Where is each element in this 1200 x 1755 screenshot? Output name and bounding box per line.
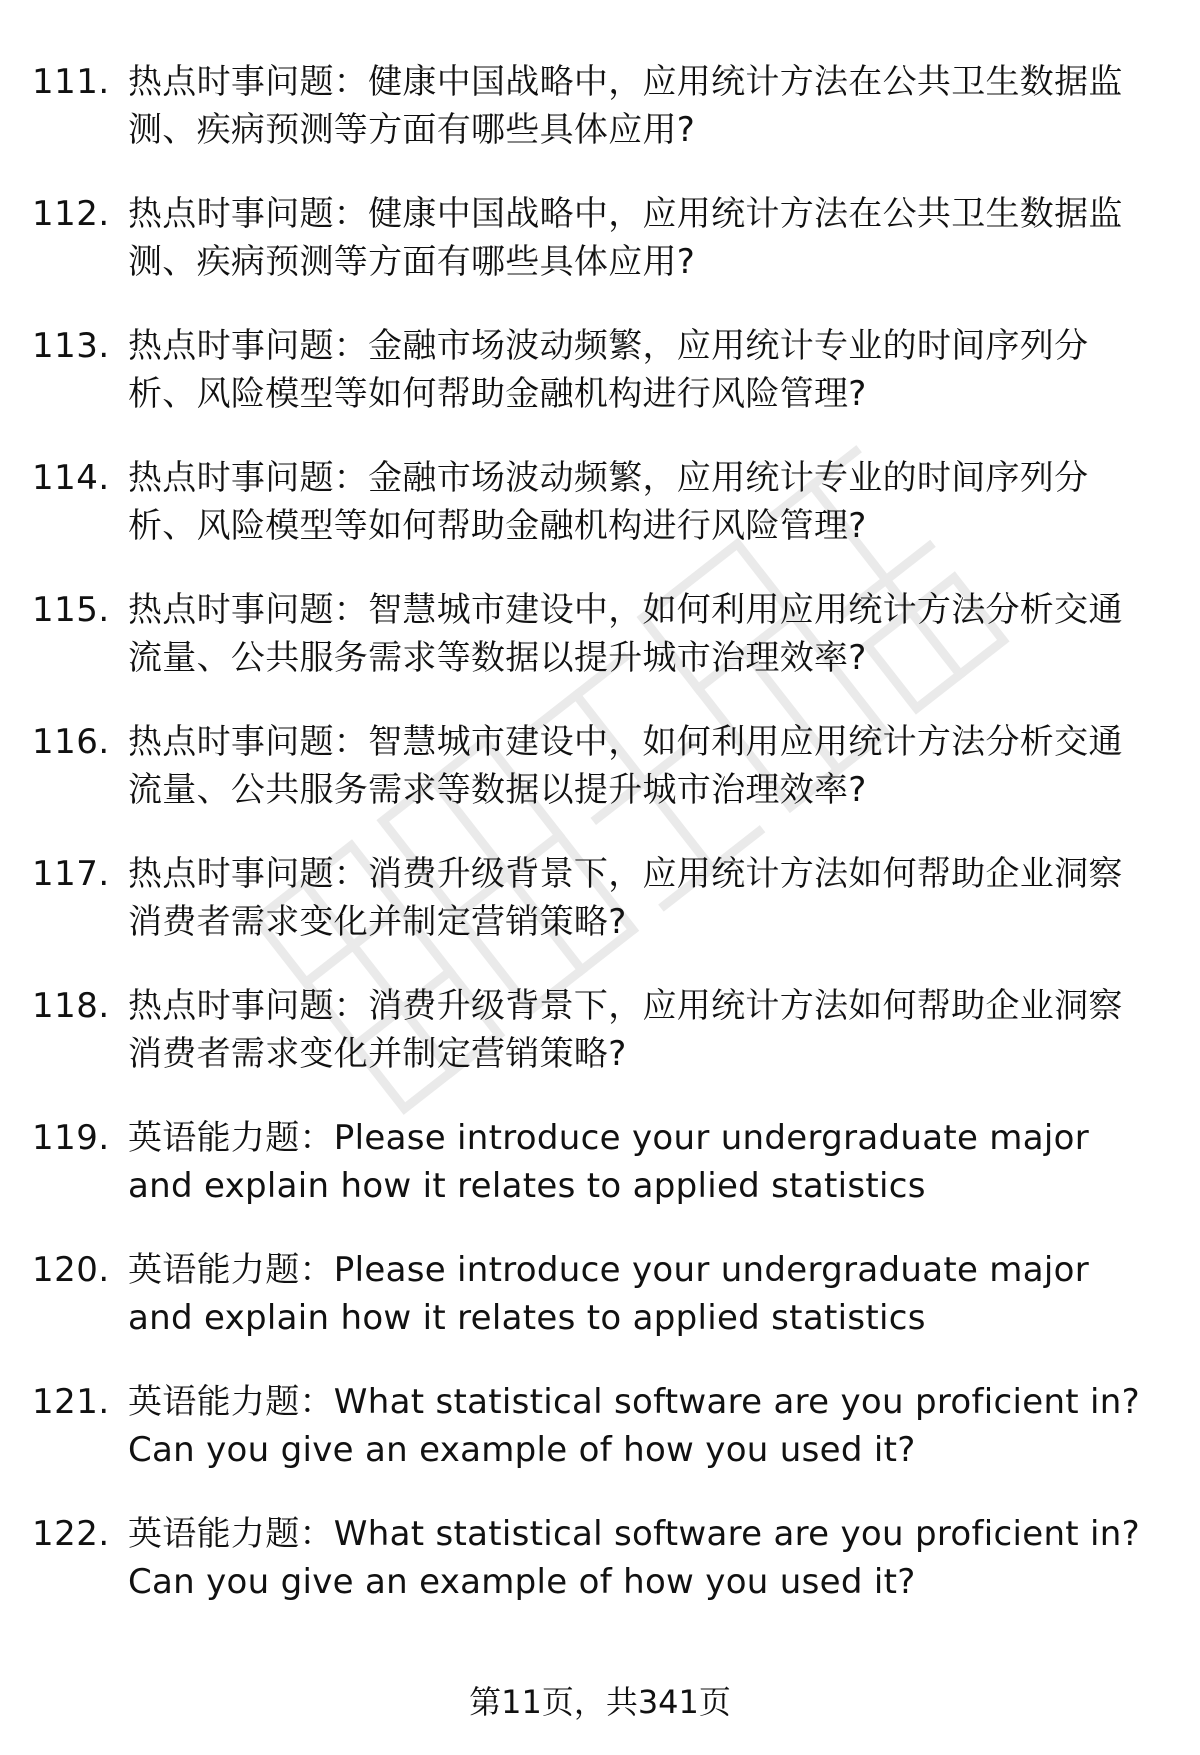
question-text: 热点时事问题：智慧城市建设中，如何利用应用统计方法分析交通流量、公共服务需求等数据以提升城市治理效率? — [128, 722, 1123, 810]
list-item — [0, 1510, 1200, 1642]
question-number: 119. — [32, 1118, 110, 1158]
list-item — [0, 1114, 1200, 1246]
question-number: 122. — [32, 1514, 110, 1554]
question-text: 英语能力题：What statistical software are you proficient in? Can you give an example of how you used it? — [128, 1382, 1140, 1470]
question-number: 118. — [32, 986, 110, 1026]
question-list — [0, 58, 1200, 1642]
question-text: 英语能力题：Please introduce your undergraduate major and explain how it relates to applied statistics — [128, 1250, 1089, 1338]
list-item — [0, 586, 1200, 718]
list-item — [0, 1246, 1200, 1378]
question-number: 120. — [32, 1250, 110, 1290]
list-item — [0, 982, 1200, 1114]
question-number: 117. — [32, 854, 110, 894]
question-text: 热点时事问题：消费升级背景下，应用统计方法如何帮助企业洞察消费者需求变化并制定营销策略? — [128, 986, 1123, 1074]
question-number: 112. — [32, 194, 110, 234]
list-item — [0, 850, 1200, 982]
question-number: 116. — [32, 722, 110, 762]
question-number: 121. — [32, 1382, 110, 1422]
question-text: 热点时事问题：消费升级背景下，应用统计方法如何帮助企业洞察消费者需求变化并制定营销策略? — [128, 854, 1123, 942]
list-item — [0, 454, 1200, 586]
question-number: 115. — [32, 590, 110, 630]
question-number: 111. — [32, 62, 110, 102]
list-item — [0, 322, 1200, 454]
page-footer — [0, 1680, 1200, 1724]
list-item — [0, 190, 1200, 322]
question-text: 英语能力题：What statistical software are you proficient in? Can you give an example of how you used it? — [128, 1514, 1140, 1602]
question-number: 113. — [32, 326, 110, 366]
list-item — [0, 718, 1200, 850]
question-text: 热点时事问题：健康中国战略中，应用统计方法在公共卫生数据监测、疾病预测等方面有哪些具体应用? — [128, 194, 1123, 282]
question-text: 英语能力题：Please introduce your undergraduate major and explain how it relates to applied statistics — [128, 1118, 1089, 1206]
list-item — [0, 58, 1200, 190]
question-text: 热点时事问题：健康中国战略中，应用统计方法在公共卫生数据监测、疾病预测等方面有哪些具体应用? — [128, 62, 1123, 150]
question-text: 热点时事问题：金融市场波动频繁，应用统计专业的时间序列分析、风险模型等如何帮助金融机构进行风险管理? — [128, 326, 1089, 414]
page-number-label: 第11页，共341页 — [469, 1683, 731, 1721]
question-text: 热点时事问题：金融市场波动频繁，应用统计专业的时间序列分析、风险模型等如何帮助金融机构进行风险管理? — [128, 458, 1089, 546]
question-text: 热点时事问题：智慧城市建设中，如何利用应用统计方法分析交通流量、公共服务需求等数据以提升城市治理效率? — [128, 590, 1123, 678]
list-item — [0, 1378, 1200, 1510]
question-number: 114. — [32, 458, 110, 498]
